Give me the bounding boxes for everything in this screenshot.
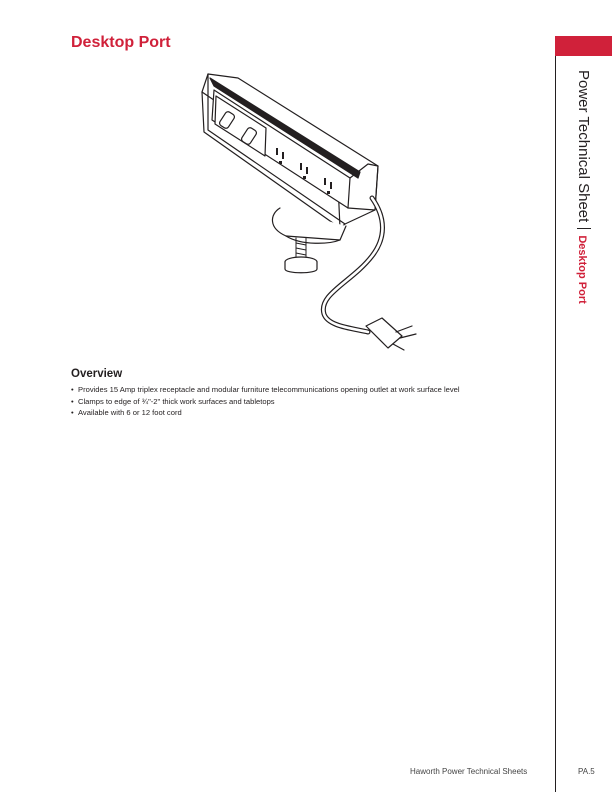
side-title	[571, 70, 595, 350]
overview-list	[71, 384, 460, 419]
side-main-title: Power Technical Sheet	[575, 70, 592, 223]
footer-text: Haworth Power Technical Sheets	[410, 767, 528, 776]
overview-heading: Overview	[71, 368, 123, 380]
desktop-port-illustration	[190, 68, 430, 358]
list-item: • Provides 15 Amp triplex receptacle and modular furniture telecommunications opening outlet at work surface level	[71, 384, 460, 396]
accent-bar	[555, 36, 612, 56]
list-item: • Available with 6 or 12 foot cord	[71, 407, 460, 419]
vertical-divider	[555, 56, 556, 792]
side-title-separator	[577, 228, 591, 229]
list-item: • Clamps to edge of ¾"-2" thick work surfaces and tabletops	[71, 396, 460, 408]
page-title: Desktop Port	[71, 34, 171, 51]
side-sub-title: Desktop Port	[576, 235, 588, 304]
page-number: PA.5	[578, 767, 595, 776]
